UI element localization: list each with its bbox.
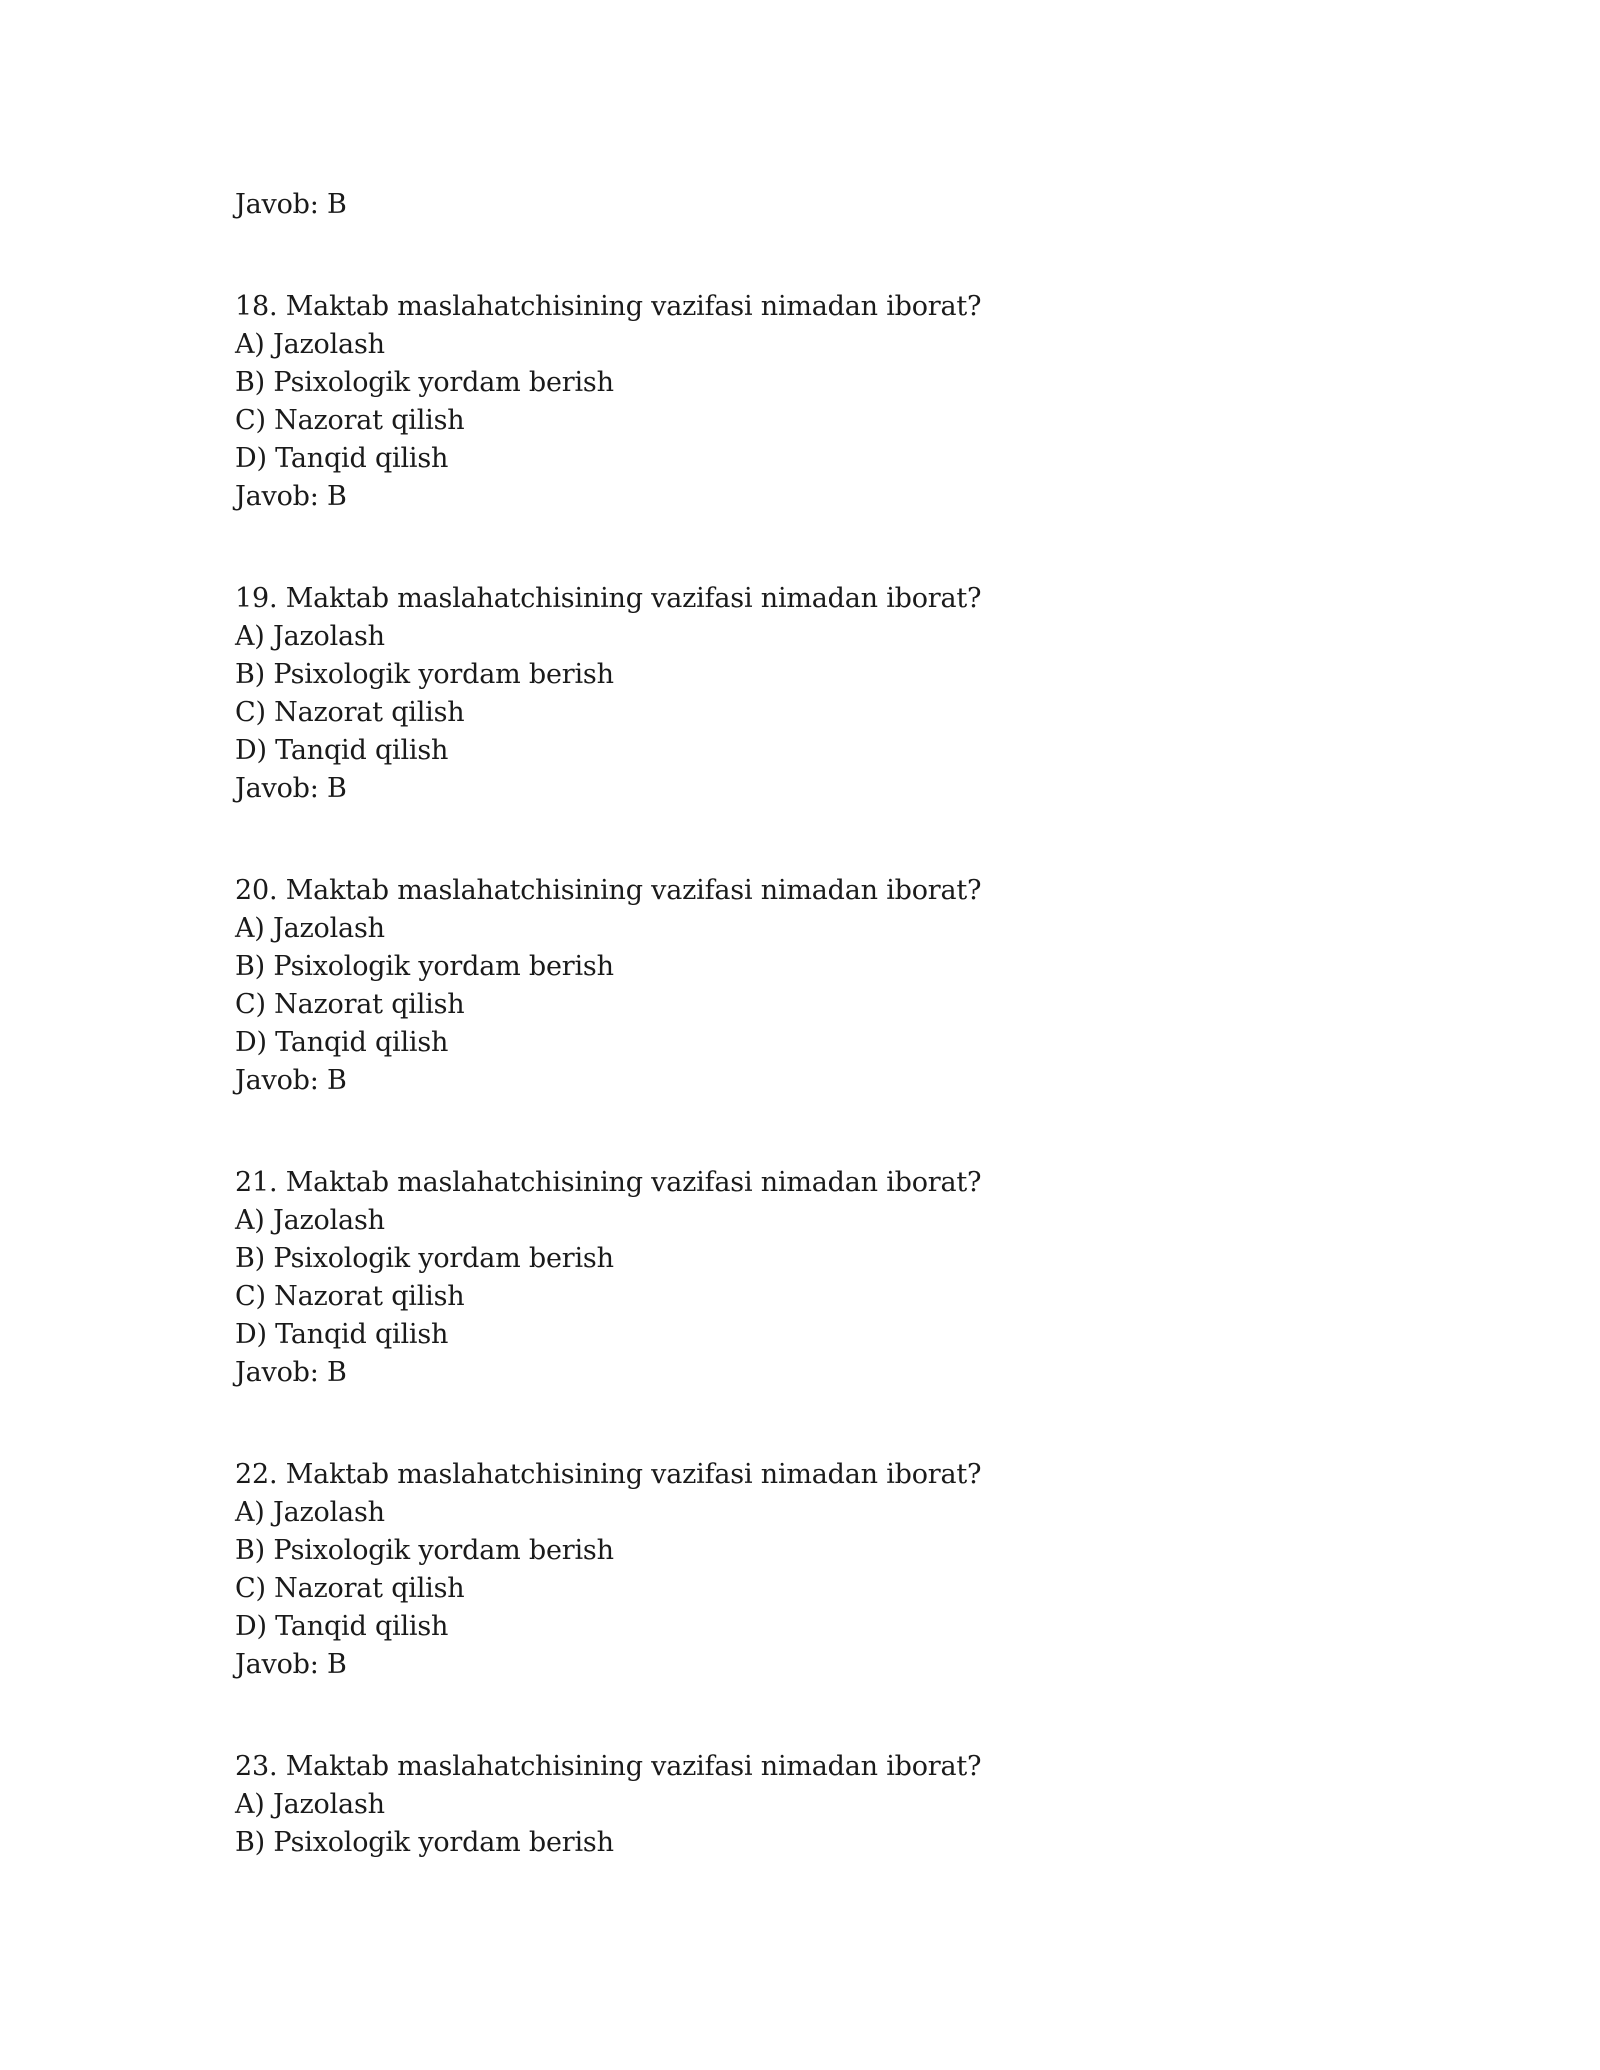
lead-answer-block	[235, 186, 1435, 224]
option-a: A) Jazolash	[235, 1205, 385, 1236]
option-a: A) Jazolash	[235, 621, 385, 652]
option-d: D) Tanqid qilish	[235, 735, 449, 766]
option-c: C) Nazorat qilish	[235, 1573, 465, 1604]
question-block-20	[235, 872, 1435, 1100]
answer-line: Javob: B	[235, 1357, 347, 1388]
option-b: B) Psixologik yordam berish	[235, 951, 614, 982]
answer-line: Javob: B	[235, 773, 347, 804]
question-block-23	[235, 1748, 1435, 1862]
option-c: C) Nazorat qilish	[235, 989, 465, 1020]
option-a: A) Jazolash	[235, 329, 385, 360]
option-a: A) Jazolash	[235, 913, 385, 944]
question-block-21	[235, 1164, 1435, 1392]
option-c: C) Nazorat qilish	[235, 697, 465, 728]
question-text: 22. Maktab maslahatchisining vazifasi nimadan iborat?	[235, 1459, 982, 1490]
answer-line: Javob: B	[235, 481, 347, 512]
question-text: 19. Maktab maslahatchisining vazifasi nimadan iborat?	[235, 583, 982, 614]
option-d: D) Tanqid qilish	[235, 1319, 449, 1350]
option-b: B) Psixologik yordam berish	[235, 1827, 614, 1858]
question-block-18	[235, 288, 1435, 516]
question-text: 18. Maktab maslahatchisining vazifasi nimadan iborat?	[235, 291, 982, 322]
option-a: A) Jazolash	[235, 1789, 385, 1820]
answer-line: Javob: B	[235, 1649, 347, 1680]
option-b: B) Psixologik yordam berish	[235, 1243, 614, 1274]
question-text: 23. Maktab maslahatchisining vazifasi nimadan iborat?	[235, 1751, 982, 1782]
option-b: B) Psixologik yordam berish	[235, 367, 614, 398]
answer-line: Javob: B	[235, 1065, 347, 1096]
answer-line: Javob: B	[235, 189, 347, 220]
option-d: D) Tanqid qilish	[235, 443, 449, 474]
option-b: B) Psixologik yordam berish	[235, 1535, 614, 1566]
option-d: D) Tanqid qilish	[235, 1611, 449, 1642]
question-block-19	[235, 580, 1435, 808]
question-text: 21. Maktab maslahatchisining vazifasi nimadan iborat?	[235, 1167, 982, 1198]
option-d: D) Tanqid qilish	[235, 1027, 449, 1058]
question-text: 20. Maktab maslahatchisining vazifasi nimadan iborat?	[235, 875, 982, 906]
option-a: A) Jazolash	[235, 1497, 385, 1528]
document-page	[235, 186, 1435, 1862]
option-b: B) Psixologik yordam berish	[235, 659, 614, 690]
option-c: C) Nazorat qilish	[235, 405, 465, 436]
question-block-22	[235, 1456, 1435, 1684]
option-c: C) Nazorat qilish	[235, 1281, 465, 1312]
